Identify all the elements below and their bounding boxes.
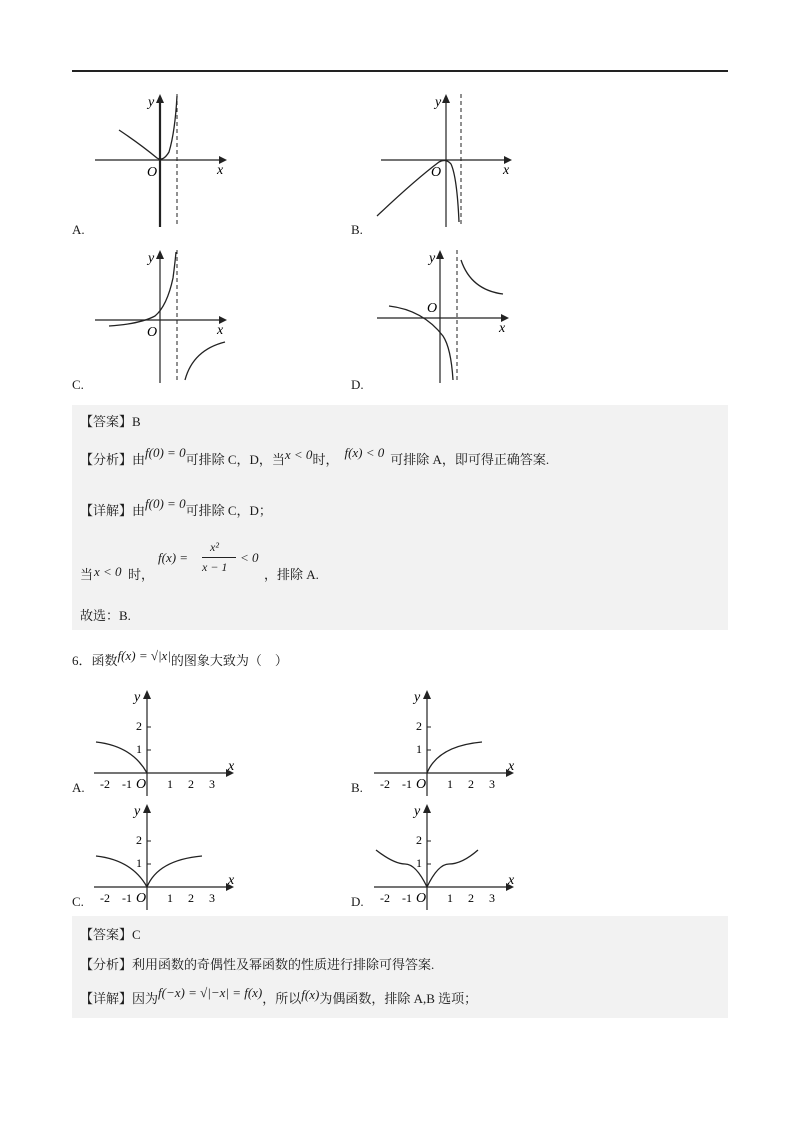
q6-analysis: 【分析】利用函数的奇偶性及幂函数的性质进行排除可得答案. [80, 957, 435, 972]
svg-text:1: 1 [167, 891, 173, 905]
svg-text:-1: -1 [402, 777, 412, 791]
svg-text:1: 1 [447, 891, 453, 905]
svg-text:-2: -2 [380, 777, 390, 791]
svg-text:2: 2 [188, 891, 194, 905]
q5a-x-label: x [217, 163, 224, 178]
q5a-origin: O [147, 165, 158, 180]
q6-graph-a [92, 688, 242, 803]
q5-conclusion: 故选：B. [80, 608, 131, 623]
svg-text:1: 1 [416, 742, 422, 756]
svg-text:2: 2 [416, 719, 422, 733]
q5c-x-label: x [217, 323, 224, 338]
svg-text:1: 1 [136, 742, 142, 756]
svg-text:y: y [414, 804, 421, 819]
q5-graph-b [375, 92, 520, 232]
q5-analysis: 【分析】由f(0) = 0可排除 C，D，当x < 0时， f(x) < 0 可排除 A，即可得正确答案. [80, 445, 550, 467]
svg-text:3: 3 [489, 891, 495, 905]
q5d-origin: O [427, 301, 438, 316]
svg-text:O: O [416, 777, 427, 792]
q5c-origin: O [147, 325, 158, 340]
svg-text:2: 2 [468, 891, 474, 905]
q5d-x-label: x [499, 321, 506, 336]
q6-solution-box [72, 916, 728, 1018]
svg-text:2: 2 [188, 777, 194, 791]
svg-text:y: y [134, 804, 141, 819]
q5-detail: 【详解】由f(0) = 0可排除 C，D； [80, 496, 272, 518]
svg-text:-2: -2 [100, 777, 110, 791]
svg-text:-2: -2 [100, 891, 110, 905]
svg-text:y: y [414, 690, 421, 705]
svg-text:1: 1 [136, 856, 142, 870]
svg-text:-1: -1 [122, 891, 132, 905]
svg-text:O: O [136, 777, 147, 792]
q6-option-a: A. [72, 780, 85, 795]
svg-text:x: x [508, 759, 515, 774]
q6-detail: 【详解】因为f(−x) = √|−x| = f(x)，所以f(x)为偶函数，排除 A,B 选项； [80, 985, 478, 1006]
q5-option-d: D. [351, 377, 364, 392]
q5-option-a: A. [72, 222, 85, 237]
svg-text:x: x [228, 759, 235, 774]
q5a-y-label: y [148, 95, 155, 110]
q6-option-c: C. [72, 894, 84, 909]
svg-text:1: 1 [416, 856, 422, 870]
svg-text:2: 2 [136, 719, 142, 733]
svg-text:3: 3 [489, 777, 495, 791]
q5b-y-label: y [435, 95, 442, 110]
q5b-origin: O [431, 165, 442, 180]
svg-text:-2: -2 [380, 891, 390, 905]
q5-solution-box: 【答案】B 【分析】由f(0) = 0可排除 C，D，当x < 0时， f(x) < 0 可排除 A，即可得正确答案. 【详解】由f(0) = 0可排除 C，D； 当 x < 0 时， f(x) = x² x − 1 < 0 ，排除 A. 故选：B. [72, 405, 728, 630]
svg-text:O: O [136, 891, 147, 906]
svg-text:x: x [508, 873, 515, 888]
svg-text:2: 2 [468, 777, 474, 791]
q5-option-c: C. [72, 377, 84, 392]
q5-graph-a [95, 92, 235, 232]
q6-graph-b [372, 688, 522, 803]
q5-graph-c [95, 248, 235, 388]
q5-option-b: B. [351, 222, 363, 237]
svg-text:1: 1 [447, 777, 453, 791]
q6-answer: 【答案】C [80, 927, 141, 942]
svg-text:2: 2 [416, 833, 422, 847]
svg-text:y: y [134, 690, 141, 705]
q6-option-d: D. [351, 894, 364, 909]
q5b-x-label: x [503, 163, 510, 178]
svg-text:-1: -1 [122, 777, 132, 791]
q6-graph-c [92, 802, 242, 917]
svg-text:O: O [416, 891, 427, 906]
svg-text:2: 2 [136, 833, 142, 847]
q6-stem: 6．函数f(x) = √|x|的图象大致为（ ） [72, 648, 288, 668]
svg-text:-1: -1 [402, 891, 412, 905]
header-rule [72, 70, 728, 72]
svg-text:x: x [228, 873, 235, 888]
svg-text:3: 3 [209, 777, 215, 791]
svg-text:3: 3 [209, 891, 215, 905]
q5-answer: 【答案】B [80, 414, 141, 429]
q5c-y-label: y [148, 251, 155, 266]
q5-graph-d [375, 248, 520, 388]
q6-option-b: B. [351, 780, 363, 795]
q6-graph-d [372, 802, 522, 917]
svg-text:1: 1 [167, 777, 173, 791]
q5d-y-label: y [429, 251, 436, 266]
